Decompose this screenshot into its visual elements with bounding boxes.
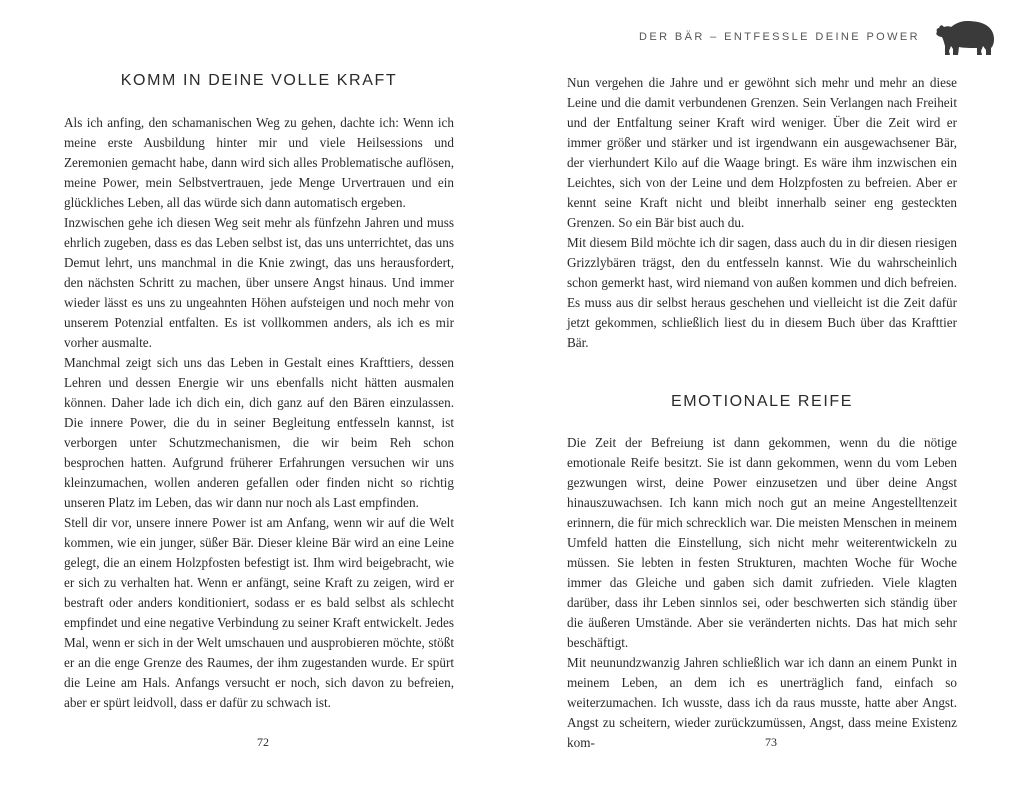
- paragraph: Mit neunundzwanzig Jahren schließlich war ich dann an einem Punkt in meinem Leben, an dem ich es unerträglich fand, einfach so weiterzumachen. Ich wusste, dass ich da raus musste, hatte aber Angst. Angst zu scheitern, wieder zurückzumüssen, Angst, dass meine Existenz kom-: [567, 655, 957, 750]
- page-number-left: 72: [257, 735, 269, 749]
- section-title-komm-in-deine-volle-kraft: KOMM IN DEINE VOLLE KRAFT: [120, 72, 398, 89]
- right-intro-text: [567, 73, 957, 353]
- paragraph: Stell dir vor, unsere innere Power ist am Anfang, wenn wir auf die Welt kommen, wie ein junger, süßer Bär. Dieser kleine Bär wird an eine Leine gelegt, die an einem Holzpfosten befestigt ist. Ihm wird beigebracht, wie er sich zu verhalten hat. Wenn er anfängt, seine Kraft zu zeigen, wird er bestraft oder anders konditioniert, sodass er es bald selbst als schlecht empfindet und eine negative Verbindung zu seiner Kraft entwickelt. Jedes Mal, wenn er sich in der Welt umschauen und ausprobieren möchte, stößt er an die enge Grenze des Raumes, der ihm zugestanden wurde. Er spürt die Leine am Hals. Anfangs versucht er noch, sich davon zu befreien, aber er spürt leidvoll, dass er dafür zu schwach ist.: [64, 515, 454, 710]
- section-title-emotionale-reife: EMOTIONALE REIFE: [670, 393, 854, 410]
- paragraph: Manchmal zeigt sich uns das Leben in Gestalt eines Krafttiers, dessen Lehren und dessen Energie wir uns ebenfalls nicht hätten ausmalen können. Daher lade ich dich ein, dich ganz auf den Bären einzulassen. Die innere Power, die du in seiner Begleitung entfesseln kannst, ist verborgen unter Schutzmechanismen, die wir beim Reh schon besprochen hatten. Aufgrund früherer Erfahrungen versuchen wir uns kleinzumachen, wollen anderen gefallen oder finden nicht so richtig unseren Platz im Leben, das wir dann nur noch als Last empfinden.: [64, 355, 454, 510]
- running-header: DER BÄR – ENTFESSLE DEINE POWER: [639, 31, 920, 43]
- paragraph: Nun vergehen die Jahre und er gewöhnt sich mehr und mehr an diese Leine und die damit verbundenen Grenzen. Sein Verlangen nach Freiheit und der Entfaltung seiner Kraft wird weniger. Über die Zeit wird er immer größer und stärker und ist irgendwann ein ausgewachsener Bär, der vierhundert Kilo auf die Waage bringt. Es wäre ihm inzwischen ein Leichtes, sich von der Leine und dem Holzpfosten zu befreien. Aber er kennt seine Kraft nicht und bleibt innerhalb seiner eng gesteckten Grenzen. So ein Bär bist auch du.: [567, 75, 957, 230]
- right-body-text: [567, 433, 957, 753]
- right-page: [510, 0, 1020, 793]
- bear-icon: [934, 16, 998, 58]
- paragraph: Als ich anfing, den schamanischen Weg zu gehen, dachte ich: Wenn ich meine erste Ausbildung hinter mir und viele Heilsessions und Zeremonien gemacht habe, dann wird sich alles Problematische auflösen, meine Power, mein Selbstvertrauen, jede Menge Urvertrauen und ein glückliches Leben, all das würde sich dann automatisch ergeben.: [64, 115, 454, 210]
- paragraph: Die Zeit der Befreiung ist dann gekommen, wenn du die nötige emotionale Reife besitzt. Sie ist dann gekommen, wenn du vom Leben gezwungen wirst, deine Power einzusetzen und über deine Angst hinauszuwachsen. Ich kann mich noch gut an meine Angestelltenzeit erinnern, die für mich schrecklich war. Die meisten Menschen in meinem Umfeld hatten die Einstellung, sich nicht mehr weiterentwickeln zu müssen. Sie lebten in festen Strukturen, machten Woche für Woche immer das Gleiche und gaben sich damit zufrieden. Viele klagten darüber, dass ihr Leben sinnlos sei, oder beschwerten sich ständig über die äußeren Umstände. Aber sie veränderten nichts. Das hat mich sehr beschäftigt.: [567, 435, 957, 650]
- paragraph: Mit diesem Bild möchte ich dir sagen, dass auch du in dir diesen riesigen Grizzlybären trägst, den du entfesseln kannst. Wie du wahrscheinlich schon gemerkt hast, wird niemand von außen kommen und dich befreien. Es muss aus dir selbst heraus geschehen und vielleicht ist die Zeit dafür jetzt gekommen, schließlich liest du in diesem Buch über das Krafttier Bär.: [567, 235, 957, 350]
- page-number-right: 73: [765, 735, 777, 749]
- paragraph: Inzwischen gehe ich diesen Weg seit mehr als fünfzehn Jahren und muss ehrlich zugeben, dass es das Leben selbst ist, das uns unterrichtet, das uns Demut lehrt, uns manchmal in die Knie zwingt, das uns herausfordert, den nächsten Schritt zu machen, über unsere Angst hinaus. Und immer wieder lässt es uns zu ungeahnten Höhen aufsteigen und noch mehr von unserem Potenzial entfalten. Es ist vollkommen anders, als ich es mir vorher ausmalte.: [64, 215, 454, 350]
- left-body-text: [64, 113, 454, 713]
